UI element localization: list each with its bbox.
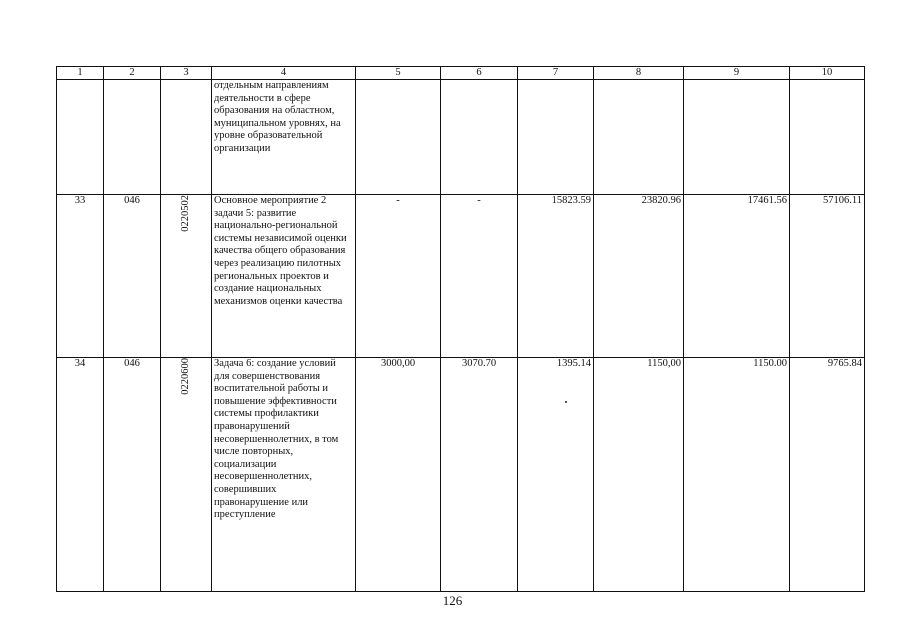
page-number: 126	[442, 593, 463, 608]
table-row-34	[57, 358, 865, 592]
value-col9	[684, 80, 790, 195]
table-row-continuation	[57, 80, 865, 195]
value-col7: 15823.59	[518, 195, 594, 358]
col-header-1: 1	[57, 67, 104, 80]
value-col9: 17461.56	[684, 195, 790, 358]
value-col8: 23820.96	[594, 195, 684, 358]
value-col5	[356, 80, 441, 195]
table-row-33	[57, 195, 865, 358]
value-col6	[441, 80, 518, 195]
column-number-row	[57, 67, 865, 80]
value-col7: 1395.14	[518, 358, 594, 592]
description-cell: отдельным направлениям деятельности в сфере образования на областном, муниципальном уровнях, на уровне образовательной организации	[212, 80, 356, 195]
value-col8	[594, 80, 684, 195]
row-number: 33	[57, 195, 104, 358]
description-cell: Основное мероприятие 2 задачи 5: развитие национально-региональной системы независимой оценки качества общего образования через реализацию пилотных региональных проектов и создание национальных механизмов оценки качества	[212, 195, 356, 358]
value-col9: 1150.00	[684, 358, 790, 592]
value-col5: 3000,00	[356, 358, 441, 592]
col-header-9: 9	[684, 67, 790, 80]
row-number	[57, 80, 104, 195]
value-col6: 3070.70	[441, 358, 518, 592]
value-col6: -	[441, 195, 518, 358]
value-col10: 9765.84	[790, 358, 865, 592]
col-header-7: 7	[518, 67, 594, 80]
col-header-6: 6	[441, 67, 518, 80]
code-cell	[104, 80, 161, 195]
value-col7	[518, 80, 594, 195]
code-cell: 046	[104, 195, 161, 358]
budget-code: 0220600	[180, 358, 191, 395]
budget-table	[56, 66, 865, 592]
col-header-4: 4	[212, 67, 356, 80]
col-header-5: 5	[356, 67, 441, 80]
code-cell: 046	[104, 358, 161, 592]
scan-speck	[565, 401, 567, 403]
budget-code-cell	[161, 358, 212, 592]
budget-code-cell	[161, 80, 212, 195]
row-number: 34	[57, 358, 104, 592]
col-header-2: 2	[104, 67, 161, 80]
value-col8: 1150,00	[594, 358, 684, 592]
value-col10: 57106.11	[790, 195, 865, 358]
description-cell: Задача 6: создание условий для совершенствования воспитательной работы и повышение эффективности системы профилактики правонарушений несовершеннолетних, в том числе повторных, социализации несовершеннолетних, совершивших правонарушение или преступление	[212, 358, 356, 592]
value-col5: -	[356, 195, 441, 358]
budget-code: 0220502	[180, 195, 191, 232]
col-header-8: 8	[594, 67, 684, 80]
value-col10	[790, 80, 865, 195]
col-header-3: 3	[161, 67, 212, 80]
budget-code-cell	[161, 195, 212, 358]
col-header-10: 10	[790, 67, 865, 80]
